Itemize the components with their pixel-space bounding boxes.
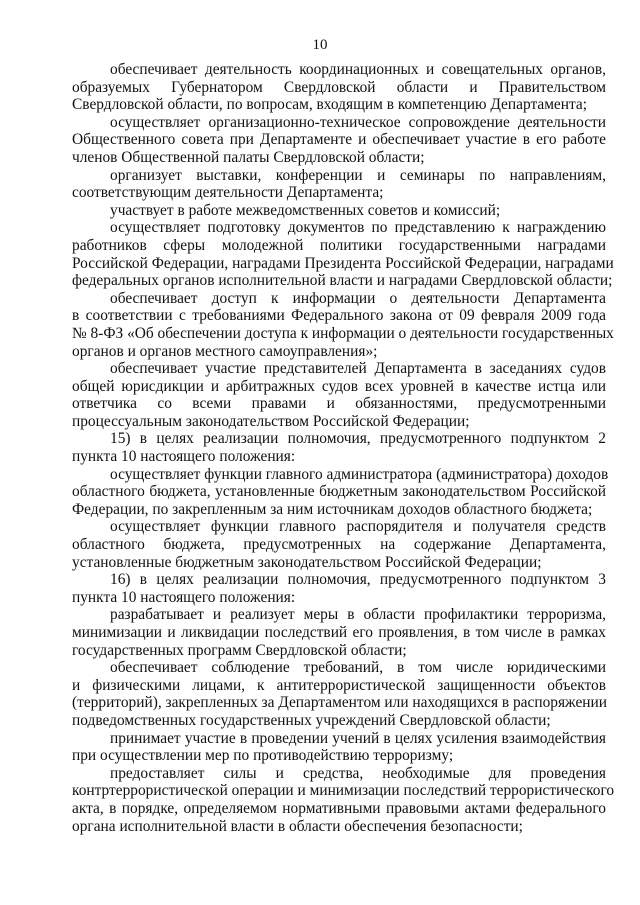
text-line: Свердловской области, по вопросам, входящим в компетенцию Департамента; <box>72 96 588 114</box>
text-line: и физическими лицами, к антитеррористической защищенности объектов <box>72 676 606 694</box>
text-line: обеспечивает деятельность координационных и совещательных органов, <box>110 61 606 78</box>
text-line: членов Общественной палаты Свердловской области; <box>72 148 425 166</box>
text-line: контртеррористической операции и минимизации последствий террористического <box>72 782 615 800</box>
text-line: принимает участие в проведении учений в целях усиления взаимодействия <box>110 729 606 747</box>
text-line: при осуществлении мер по противодействию терроризму; <box>72 747 454 765</box>
text-line: минимизации и ликвидации последствий его проявления, в том числе в рамках <box>72 624 606 641</box>
text-line: органов и органов местного самоуправления»; <box>72 342 378 360</box>
paragraph <box>72 114 606 167</box>
text-line: установленные бюджетным законодательством Российской Федерации; <box>72 553 542 571</box>
text-line: пункта 10 настоящего положения: <box>72 588 296 606</box>
text-line: общей юрисдикции и арбитражных судов всех уровней в качестве истца или <box>72 377 606 395</box>
paragraph <box>72 730 606 765</box>
page-number: 10 <box>312 37 328 53</box>
text-line: обеспечивает доступ к информации о деятельности Департамента <box>110 289 606 307</box>
text-line: участвует в работе межведомственных советов и комиссий; <box>110 201 501 219</box>
paragraph <box>72 202 606 220</box>
paragraph <box>72 606 606 659</box>
text-line: ответчика со всеми правами и обязанностями, предусмотренными <box>72 395 606 413</box>
text-line: процессуальным законодательством Российской Федерации; <box>72 412 470 430</box>
text-line: обеспечивает участие представителей Департамента в заседаниях судов <box>110 360 606 378</box>
text-line: государственных программ Свердловской области; <box>72 641 407 659</box>
text-line: 16) в целях реализации полномочия, предусмотренного подпунктом 3 <box>110 571 606 589</box>
text-line: обеспечивает соблюдение требований, в том числе юридическими <box>110 659 606 677</box>
text-line: органа исполнительной власти в области обеспечения безопасности; <box>72 817 523 835</box>
text-line: подведомственных государственных учреждений Свердловской области; <box>72 711 551 729</box>
paragraph <box>72 61 606 114</box>
paragraph <box>72 289 614 360</box>
paragraph <box>72 518 606 571</box>
text-line: соответствующим деятельности Департамента; <box>72 184 384 202</box>
text-line: Общественного совета при Департаменте и обеспечивает участие в его работе <box>72 131 606 149</box>
text-line: 15) в целях реализации полномочия, предусмотренного подпунктом 2 <box>110 430 606 448</box>
text-line: областного бюджета, предусмотренных на содержание Департамента, <box>72 536 606 554</box>
text-line: разрабатывает и реализует меры в области профилактики терроризма, <box>110 606 606 624</box>
text-line: осуществляет функции главного администратора (администратора) доходов <box>110 465 609 483</box>
text-line: образуемых Губернатором Свердловской области и Правительством <box>72 78 606 96</box>
paragraph <box>72 465 609 519</box>
paragraph <box>72 659 606 729</box>
paragraph <box>72 167 606 202</box>
text-line: организует выставки, конференции и семинары по направлениям, <box>110 166 606 184</box>
text-line: акта, в порядке, определяемом нормативными правовыми актами федерального <box>72 799 606 817</box>
text-line: № 8-ФЗ «Об обеспечении доступа к информации о деятельности государственных <box>72 324 614 342</box>
text-line: осуществляет функции главного распорядителя и получателя средств <box>110 518 606 536</box>
text-line: федеральных органов исполнительной власти и наградами Свердловской области; <box>72 272 613 290</box>
paragraph <box>72 219 614 290</box>
text-line: областного бюджета, установленные бюджетным законодательством Российской <box>72 483 606 501</box>
text-line: Федерации, по закрепленным за ним источникам доходов областного бюджета; <box>72 500 593 518</box>
paragraph <box>72 764 615 835</box>
paragraph <box>72 430 606 465</box>
text-line: в соответствии с требованиями Федерального закона от 09 февраля 2009 года <box>72 307 606 325</box>
document-body <box>72 61 615 835</box>
text-line: Российской Федерации, наградами Президента Российской Федерации, наградами <box>72 254 614 272</box>
paragraph <box>72 571 606 606</box>
text-line: работников сферы молодежной политики государственными наградами <box>72 236 606 254</box>
text-line: (территорий), закрепленных за Департаментом или находящихся в распоряжении <box>72 694 608 712</box>
text-line: осуществляет подготовку документов по представлению к награждению <box>110 219 606 237</box>
text-line: пункта 10 настоящего положения: <box>72 448 296 466</box>
text-line: предоставляет силы и средства, необходимые для проведения <box>110 764 606 782</box>
paragraph <box>72 360 606 430</box>
text-line: осуществляет организационно-техническое сопровождение деятельности <box>110 113 606 131</box>
